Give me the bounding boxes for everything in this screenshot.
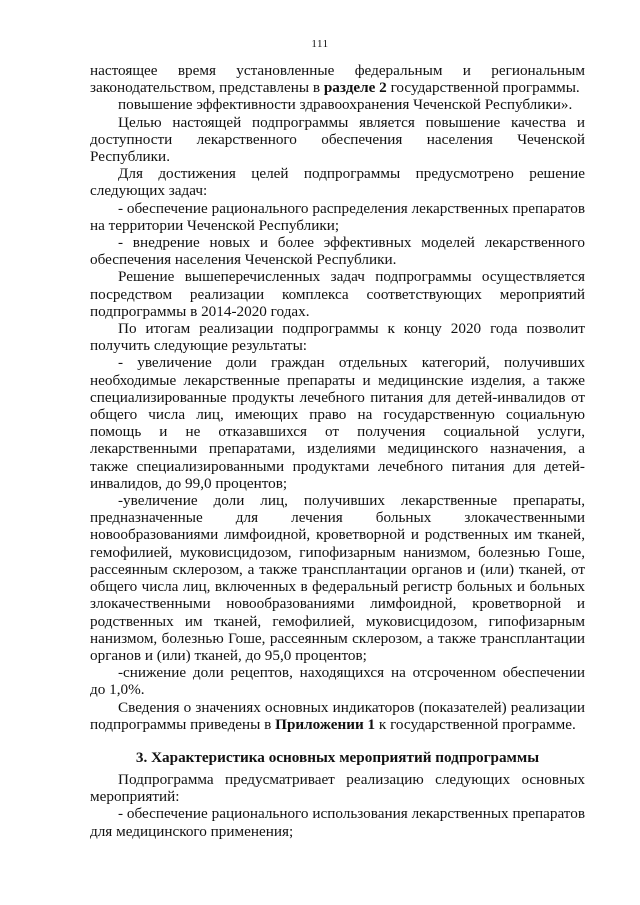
bold-reference: Приложении 1 [275, 715, 376, 733]
text-run: к государственной программе. [375, 715, 576, 733]
list-item-result-3: -снижение доли рецептов, находящихся на отсроченном обеспечении до 1,0%. [90, 664, 585, 699]
document-body [90, 62, 585, 840]
paragraph-goal-title: повышение эффективности здравоохранения Чеченской Республики». [118, 96, 573, 114]
list-item-measure-1: - обеспечение рационального использования лекарственных препаратов для медицинского применения; [90, 805, 585, 840]
page-number: 111 [311, 38, 329, 50]
paragraph-tasks-intro: Для достижения целей подпрограммы предусмотрено решение следующих задач: [90, 165, 585, 200]
paragraph-goal: Целью настоящей подпрограммы является повышение качества и доступности лекарственного обеспечения населения Чеченской Республики. [90, 113, 585, 166]
list-item-task-1: - обеспечение рационального распределения лекарственных препаратов на территории Чеченской Республики; [90, 199, 585, 234]
list-item-task-2: - внедрение новых и более эффективных моделей лекарственного обеспечения населения Чеченской Республики. [90, 234, 585, 269]
list-item-result-1: - увеличение доли граждан отдельных категорий, получивших необходимые лекарственные препараты и медицинские изделия, а также специализированные продукты лечебного питания для детей-инвалидов от общего числа лиц, имеющих право на государственную социальную помощь и не отказавшихся от получения социальной услуги, лекарственными препаратами, изделиями медицинского назначения, а также специализированными продуктами лечебного питания для детей-инвалидов, до 99,0 процентов; [90, 354, 585, 492]
paragraph-continuation [90, 62, 585, 96]
section-heading: 3. Характеристика основных мероприятий подпрограммы [135, 748, 540, 766]
list-item-result-2: -увеличение доли лиц, получивших лекарственные препараты, предназначенные для лечения больных злокачественными новообразованиями лимфоидной, кроветворной и родственных им тканей, гемофилией, муковисцидозом, гипофизарным нанизмом, болезнью Гоше, рассеянным склерозом, а также трансплантации органов и (или) тканей, от общего числа лиц, включенных в федеральный регистр больных и больных злокачественными новообразованиями лимфоидной, кроветворной и родственных им тканей, гемофилией, муковисцидозом, гипофизарным нанизмом, болезнью Гоше, рассеянным склерозом, а также трансплантации органов и (или) тканей, до 95,0 процентов; [90, 492, 585, 664]
paragraph-results-intro: По итогам реализации подпрограммы к концу 2020 года позволит получить следующие результаты: [90, 320, 585, 355]
text-run: государственной программы. [386, 79, 580, 97]
paragraph-solution: Решение вышеперечисленных задач подпрограммы осуществляется посредством реализации комплекса соответствующих мероприятий подпрограммы в 2014-2020 годах. [90, 268, 585, 320]
text-run: Сведения о значениях основных индикаторов (показателей) реализации подпрограммы приведены в [90, 698, 585, 733]
paragraph-indicators [90, 699, 585, 733]
bold-reference: разделе 2 [323, 79, 387, 97]
text-run: настоящее время установленные федеральным и региональным законодательством, представлены в [90, 62, 585, 97]
paragraph-measures-intro: Подпрограмма предусматривает реализацию следующих основных мероприятий: [90, 770, 585, 806]
